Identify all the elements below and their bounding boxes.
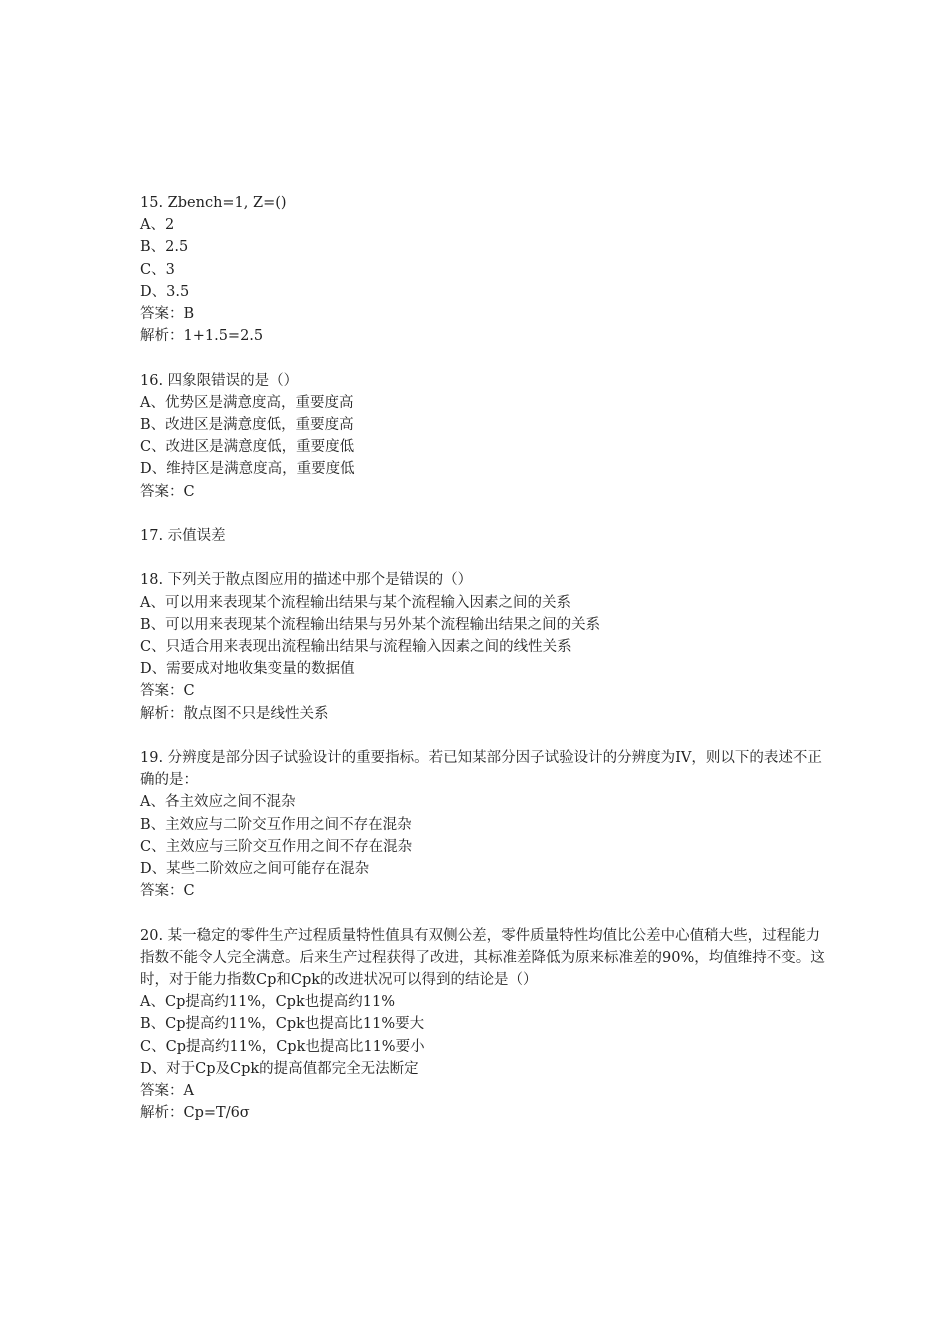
question-block bbox=[140, 925, 830, 1125]
answer-option: B、主效应与二阶交互作用之间不存在混杂 bbox=[140, 816, 412, 833]
question-stem: 18. 下列关于散点图应用的描述中那个是错误的（） bbox=[140, 572, 473, 589]
answer-option: D、对于Cp及Cpk的提高值都完全无法断定 bbox=[140, 1060, 419, 1077]
question-stem: 17. 示值误差 bbox=[140, 528, 226, 545]
question-stem: 15. Zbench=1, Z=() bbox=[140, 195, 287, 211]
answer-option: A、Cp提高约11%，Cpk也提高约11% bbox=[140, 994, 395, 1011]
question-block bbox=[140, 525, 830, 547]
answer-analysis: 解析：Cp=T/6σ bbox=[140, 1105, 250, 1122]
question-block bbox=[140, 747, 830, 902]
question-block bbox=[140, 370, 830, 503]
answer-key: 答案：C bbox=[140, 483, 195, 500]
question-stem: 20. 某一稳定的零件生产过程质量特性值具有双侧公差，零件质量特性均值比公差中心值稍大些，过程能力指数不能令人完全满意。后来生产过程获得了改进，其标准差降低为原来标准差的90%，均值维持不变。这时，对于能力指数Cp和Cpk的改进状况可以得到的结论是（） bbox=[140, 927, 825, 989]
answer-key: 答案：A bbox=[140, 1083, 194, 1100]
answer-option: B、可以用来表现某个流程输出结果与另外某个流程输出结果之间的关系 bbox=[140, 616, 601, 633]
answer-option: A、优势区是满意度高，重要度高 bbox=[140, 394, 354, 411]
answer-option: D、需要成对地收集变量的数据值 bbox=[140, 661, 355, 678]
question-stem: 19. 分辨度是部分因子试验设计的重要指标。若已知某部分因子试验设计的分辨度为IV，则以下的表述不正确的是： bbox=[140, 750, 822, 789]
question-list bbox=[140, 192, 830, 1147]
answer-option: C、改进区是满意度低，重要度低 bbox=[140, 439, 355, 456]
answer-option: C、Cp提高约11%，Cpk也提高比11%要小 bbox=[140, 1038, 425, 1055]
answer-option: C、3 bbox=[140, 261, 175, 278]
answer-option: B、Cp提高约11%，Cpk也提高比11%要大 bbox=[140, 1016, 425, 1033]
answer-key: 答案：C bbox=[140, 883, 195, 900]
answer-key: 答案：B bbox=[140, 306, 195, 323]
question-block bbox=[140, 192, 830, 347]
answer-option: B、改进区是满意度低，重要度高 bbox=[140, 417, 354, 434]
answer-option: D、维持区是满意度高，重要度低 bbox=[140, 461, 355, 478]
answer-option: C、只适合用来表现出流程输出结果与流程输入因素之间的线性关系 bbox=[140, 639, 572, 656]
answer-option: B、2.5 bbox=[140, 239, 189, 256]
answer-option: D、某些二阶效应之间可能存在混杂 bbox=[140, 861, 370, 878]
question-block bbox=[140, 569, 830, 724]
answer-option: D、3.5 bbox=[140, 283, 190, 300]
answer-option: A、2 bbox=[140, 217, 175, 234]
answer-key: 答案：C bbox=[140, 683, 195, 700]
answer-analysis: 解析：散点图不只是线性关系 bbox=[140, 705, 329, 722]
question-stem: 16. 四象限错误的是（） bbox=[140, 372, 299, 389]
answer-option: A、可以用来表现某个流程输出结果与某个流程输入因素之间的关系 bbox=[140, 594, 571, 611]
answer-option: C、主效应与三阶交互作用之间不存在混杂 bbox=[140, 838, 413, 855]
answer-analysis: 解析：1+1.5=2.5 bbox=[140, 328, 264, 345]
answer-option: A、各主效应之间不混杂 bbox=[140, 794, 296, 811]
